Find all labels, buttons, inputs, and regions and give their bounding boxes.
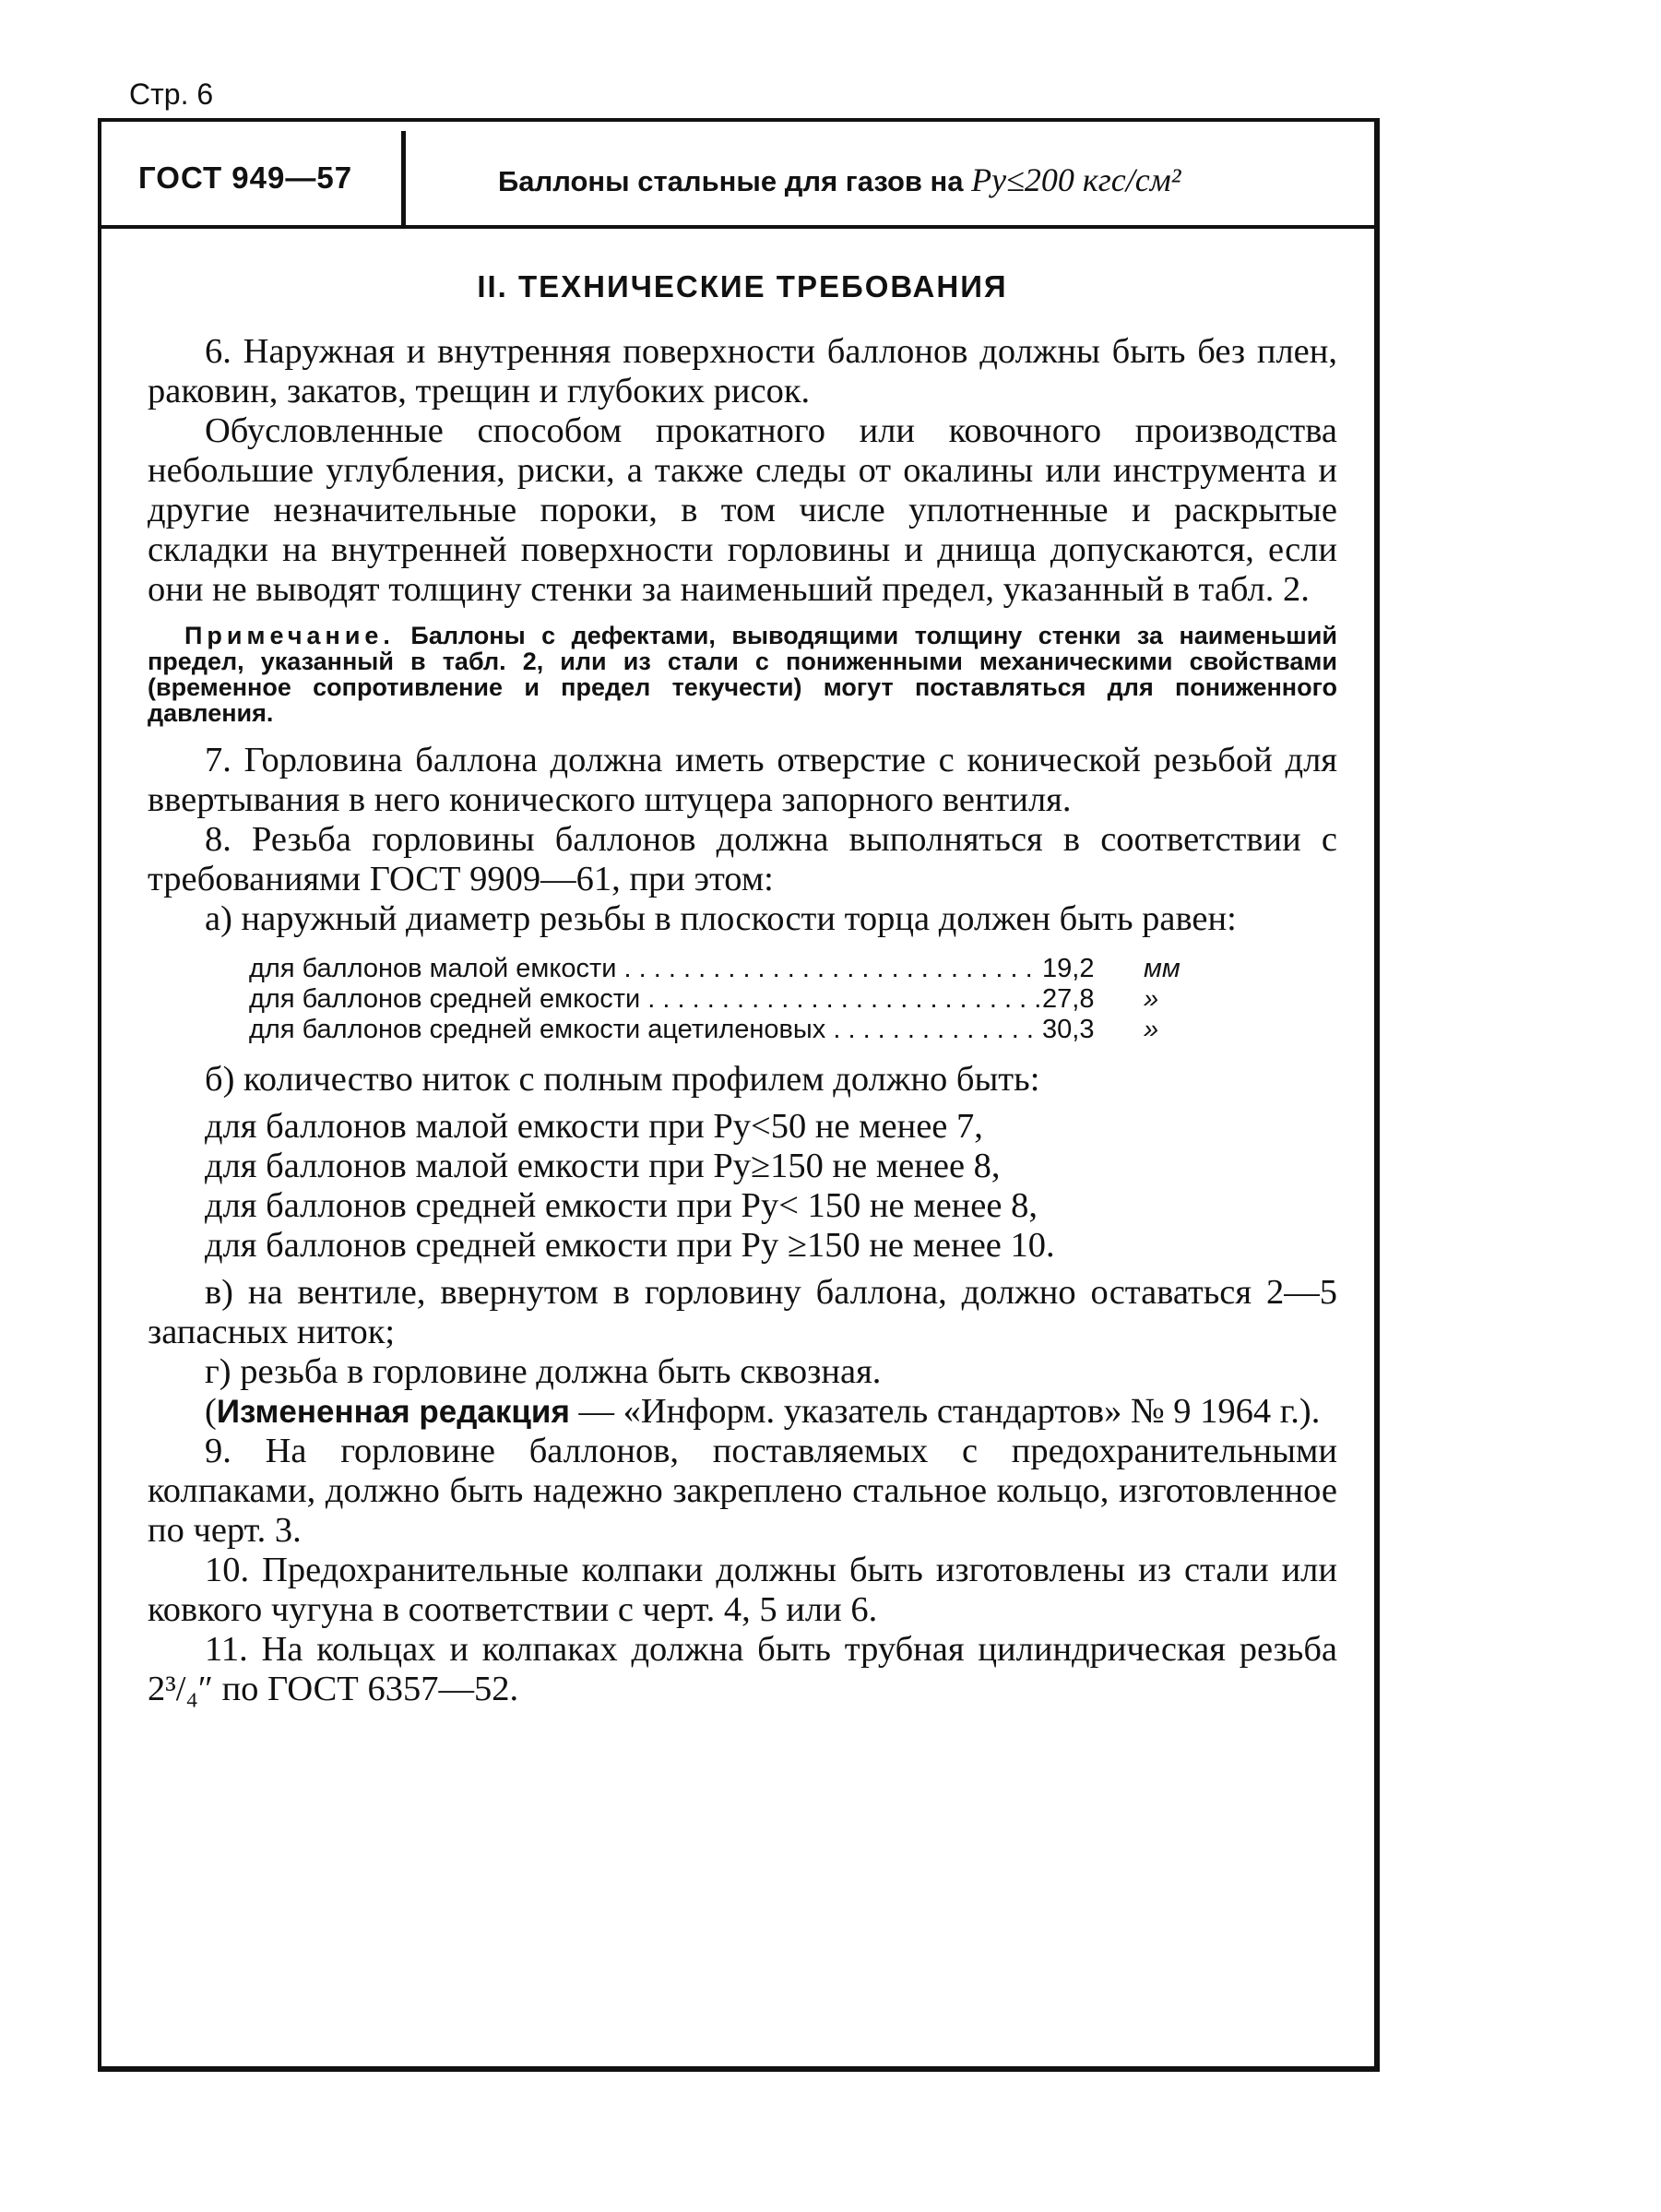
paragraph-8: 8. Резьба горловины баллонов должна выполняться в соответствии с требованиями ГОСТ 9909—61, при этом: [148,820,1337,898]
document-header [101,122,1374,229]
pressure-formula: Pу≤200 кгс/см² [971,161,1181,198]
document-body [148,269,1337,1709]
list-item-value: 27,8 [1042,984,1095,1014]
document-frame [98,118,1380,2072]
amendment-label: Измененная редакция [216,1394,570,1430]
paragraph-9: 9. На горловине баллонов, поставляемых с предохранительными колпаками, должно быть надежно закреплено стальное кольцо, изготовленное по черт. 3. [148,1432,1337,1550]
paragraph-6: 6. Наружная и внутренняя поверхности баллонов должны быть без плен, раковин, закатов, трещин и глубоких рисок. [148,332,1337,410]
note-text: Баллоны с дефектами, выводящими толщину стенки за наименьший предел, указанный в табл. 2, или из стали с пониженными механическими свойствами (временное сопротивление и предел текучести) могут поставляться для пониженного давления. [148,622,1337,727]
diameter-list [249,954,1337,1045]
list-item: для баллонов средней емкости при Pу< 150 не менее 8, [205,1186,1038,1225]
page-number: Стр. 6 [129,77,214,111]
note [148,623,1337,726]
amendment-text: — «Информ. указатель стандартов» № 9 1964 г.). [569,1392,1321,1431]
note-label: Примечание. [184,622,395,649]
standard-code: ГОСТ 949—57 [138,161,353,195]
paragraph-8a: а) наружный диаметр резьбы в плоскости торца должен быть равен: [205,899,1237,938]
list-item [249,954,1217,984]
list-item: для баллонов средней емкости при Pу ≥150 не менее 10. [205,1226,1055,1265]
paragraph-8v: в) на вентиле, ввернутом в горловину баллона, должно оставаться 2—5 запасных ниток; [148,1273,1337,1351]
list-item-label: для баллонов малой емкости . . . [249,954,1042,984]
paragraph-11: 11. На кольцах и колпаках должна быть трубная цилиндрическая резьба 2³/₄″ по ГОСТ 6357—52. [148,1630,1337,1708]
list-item-unit: мм [1144,954,1180,983]
thread-count-list [205,1107,1337,1266]
list-item-label: для баллонов средней емкости ацетиленовых . . . [249,1015,1042,1045]
list-item-unit: » [1144,1015,1159,1044]
paragraph-7: 7. Горловина баллона должна иметь отверстие с конической резьбой для ввертывания в него конического штуцера запорного вентиля. [148,741,1337,819]
list-item-label: для баллонов средней емкости . . . [249,984,1042,1015]
paragraph-10: 10. Предохранительные колпаки должны быть изготовлены из стали или ковкого чугуна в соответствии с черт. 4, 5 или 6. [148,1551,1337,1629]
paragraph-8g: г) резьба в горловине должна быть сквозная. [205,1352,882,1391]
list-item-value: 19,2 [1042,954,1095,983]
section-title: II. ТЕХНИЧЕСКИЕ ТРЕБОВАНИЯ [477,269,1008,303]
header-divider [401,131,406,225]
paragraph-8b: б) количество ниток с полным профилем должно быть: [205,1060,1040,1099]
list-item: для баллонов малой емкости при Pу<50 не менее 7, [205,1107,983,1146]
list-item-unit: » [1144,984,1159,1014]
standard-title-text: Баллоны стальные для газов на [498,165,972,197]
list-item [249,984,1217,1015]
standard-title [498,161,1180,199]
amendment-note: (Измененная редакция — «Информ. указатель стандартов» № 9 1964 г.). [205,1392,1321,1431]
list-item [249,1015,1217,1045]
list-item: для баллонов малой емкости при Pу≥150 не менее 8, [205,1147,1001,1185]
list-item-value: 30,3 [1042,1015,1095,1044]
paragraph-6-continued: Обусловленные способом прокатного или ковочного производства небольшие углубления, риски, а также следы от окалины или инструмента и другие незначительные пороки, в том числе уплотненные и раскрытые складки на внутренней поверхности горловины и днища допускаются, если они не выводят толщину стенки за наименьший предел, указанный в табл. 2. [148,411,1337,609]
